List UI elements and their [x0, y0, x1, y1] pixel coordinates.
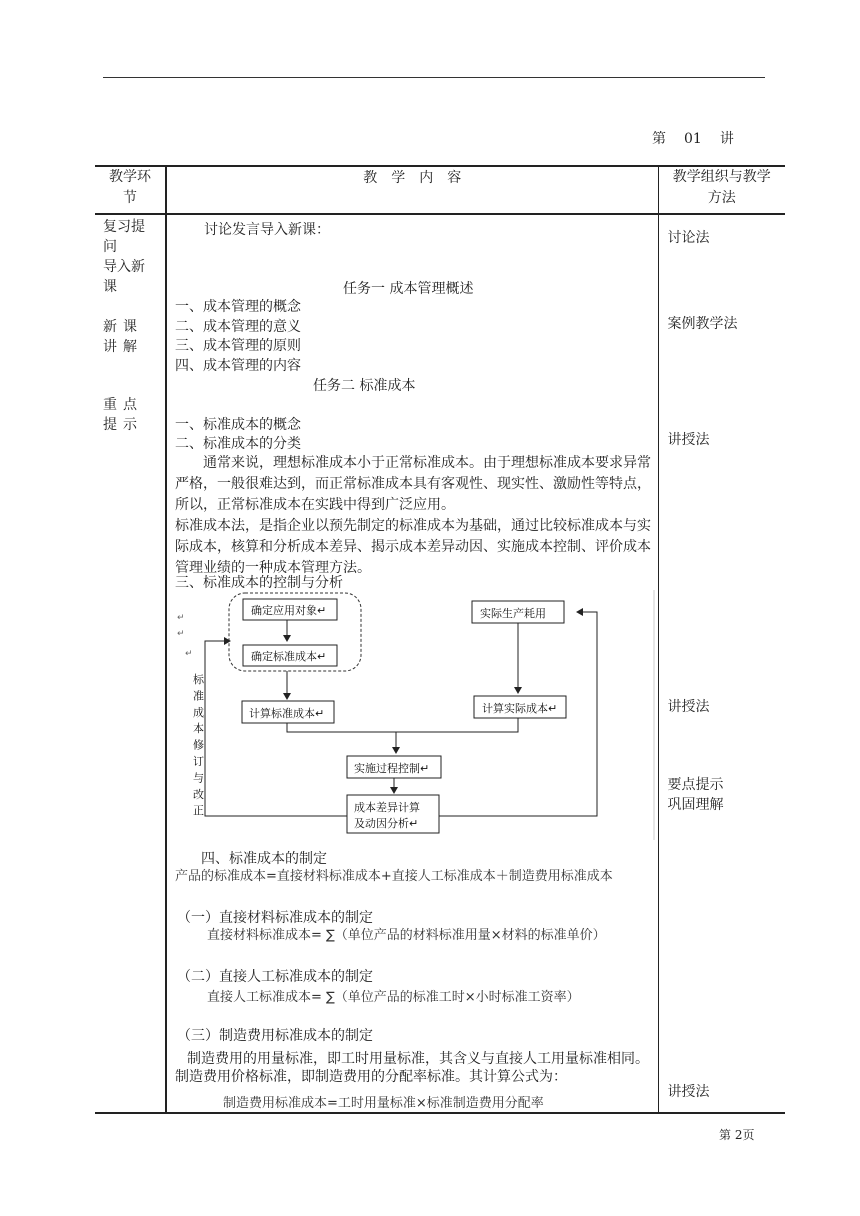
formula-product: 产品的标准成本=直接材料标准成本+直接人工标准成本＋制造费用标准成本 — [175, 869, 613, 884]
method-item: 巩固理解 — [667, 797, 724, 813]
sub-heading: （三）制造费用标准成本的制定 — [177, 1028, 373, 1044]
svg-text:↵: ↵ — [185, 649, 193, 659]
t2-item: 三、标准成本的控制与分析 — [175, 575, 343, 591]
t2-item: 四、标准成本的制定 — [201, 851, 327, 867]
flowchart — [167, 590, 659, 842]
side-label-char: 本 — [193, 722, 204, 736]
sub-heading: （二）直接人工标准成本的制定 — [177, 969, 373, 985]
flow-text: 实际生产耗用 — [480, 607, 546, 620]
flow-text: 计算实际成本↵ — [482, 702, 558, 715]
header-rule — [103, 77, 765, 78]
method-item: 要点提示 — [667, 777, 724, 793]
method-item: 讲授法 — [667, 1084, 710, 1100]
side-label-char: 改 — [193, 787, 204, 801]
lecture-prefix: 第 — [652, 131, 666, 147]
svg-text:↵: ↵ — [177, 629, 185, 639]
method-column — [658, 214, 785, 1113]
t1-item: 四、成本管理的内容 — [175, 358, 301, 374]
svg-text:↵: ↵ — [177, 613, 185, 623]
stage-column — [95, 214, 166, 1113]
flow-text: 及动因分析↵ — [354, 817, 419, 830]
method-item: 讲授法 — [667, 699, 710, 715]
page-footer: 第 2页 — [719, 1128, 755, 1142]
formula-material: 直接材料标准成本= ∑（单位产品的材料标准用量×材料的标准单价） — [207, 928, 606, 943]
lecture-suffix: 讲 — [719, 131, 734, 147]
method-item: 案例教学法 — [667, 316, 738, 332]
formula-overhead: 制造费用标准成本=工时用量标准×标准制造费用分配率 — [223, 1096, 544, 1111]
side-label-char: 订 — [193, 755, 204, 768]
content-column — [166, 214, 658, 1113]
side-label-char: 与 — [193, 771, 204, 785]
lecture-num: 01 — [684, 131, 702, 147]
flow-text: 确定应用对象↵ — [251, 604, 327, 617]
side-label-char: 标 — [193, 673, 204, 686]
side-label-char: 修 — [193, 738, 204, 752]
formula-labor: 直接人工标准成本= ∑（单位产品的标准工时×小时标准工资率） — [207, 990, 580, 1005]
paragraph-method: 标准成本法，是指企业以预先制定的标准成本为基础，通过比较标准成本与实际成本，核算和分析成本差异、揭示成本差异动因、实施成本控制、评价成本管理业绩的一种成本管理方法。 — [175, 518, 651, 576]
t1-item: 三、成本管理的原则 — [175, 338, 301, 354]
method-item: 讨论法 — [667, 230, 710, 246]
side-label-char: 成 — [193, 705, 204, 719]
stage-review: 复习提问 — [103, 219, 145, 255]
side-label-char: 正 — [193, 804, 204, 818]
t1-item: 二、成本管理的意义 — [175, 319, 301, 335]
header-stage: 教学环节 — [95, 166, 166, 214]
stage-explain: 新课讲解 — [103, 319, 143, 355]
header-content: 教 学 内 容 — [166, 166, 658, 214]
flow-text: 实施过程控制↵ — [354, 762, 430, 775]
sub-heading: （一）直接材料标准成本的制定 — [177, 910, 373, 926]
side-label-char: 准 — [193, 689, 204, 703]
header-method: 教学组织与教学方法 — [658, 166, 785, 214]
t2-item: 一、标准成本的概念 — [175, 417, 301, 433]
lesson-table — [95, 165, 785, 1114]
lecture-number — [652, 128, 734, 148]
side-label — [193, 672, 205, 817]
paragraph-ideal: 通常来说，理想标准成本小于正常标准成本。由于理想标准成本要求异常严格，一般很难达到，而正常标准成本具有客观性、现实性、激励性等特点，所以，正常标准成本在实践中得到广泛应用。 — [175, 455, 651, 513]
stage-intro: 导入新课 — [103, 259, 145, 295]
intro-text: 讨论发言导入新课： — [204, 222, 330, 238]
flow-text: 确定标准成本↵ — [251, 650, 327, 663]
flow-text: 计算标准成本↵ — [249, 707, 325, 720]
flow-text: 成本差异计算 — [354, 801, 420, 814]
task1-title: 任务一 成本管理概述 — [343, 281, 474, 297]
t2-item: 二、标准成本的分类 — [175, 436, 301, 452]
method-item: 讲授法 — [667, 432, 710, 448]
stage-keypoints: 重点提示 — [103, 397, 143, 433]
paragraph-overhead: 制造费用的用量标准，即工时用量标准，其含义与直接人工用量标准相同。制造费用价格标准，即制造费用的分配率标准。其计算公式为： — [175, 1051, 649, 1085]
task2-title: 任务二 标准成本 — [313, 378, 416, 394]
t1-item: 一、成本管理的概念 — [175, 299, 301, 315]
